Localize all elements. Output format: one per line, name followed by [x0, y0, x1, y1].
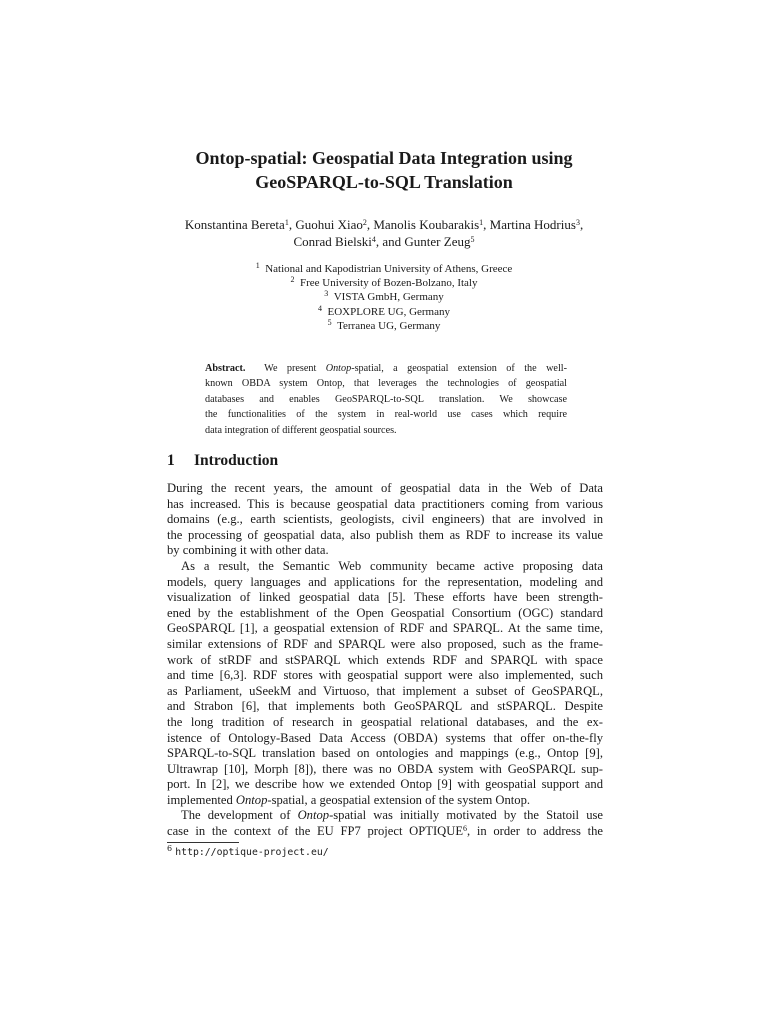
affiliation: [100, 319, 668, 333]
affiliation-list: [100, 262, 668, 333]
abstract-line: [205, 361, 567, 376]
abstract-emphasis: Ontop: [325, 363, 352, 374]
author-list: [100, 216, 668, 250]
body-line: the processing of geospatial data, also publish them as RDF to increase its value: [167, 527, 603, 542]
author-name: Gunter Zeug: [404, 234, 471, 249]
affiliation-text: EOXPLORE UG, Germany: [327, 305, 450, 318]
abstract-text: -spatial, a geospatial extension of the well-: [351, 363, 567, 374]
section-title: Introduction: [194, 452, 279, 469]
author-line: Conrad Bielski$^4$, and Gunter Zeug$^5$: [293, 234, 475, 249]
affiliation: [100, 290, 668, 304]
body-emphasis: Ontop: [235, 792, 268, 807]
author-name: Guohui Xiao: [295, 217, 363, 232]
body-line: SPARQL-to-SQL translation based on ontologies and mappings (e.g., Ontop [9],: [167, 746, 603, 761]
abstract-line: the functionalities of the system in real-world use cases which require: [205, 409, 567, 421]
affiliation-mark: 1: [479, 218, 484, 227]
footnote-mark: 6: [463, 824, 468, 834]
body-line: as Parliament, uSeekM and Virtuoso, that implement a subset of GeoSPARQL,: [167, 683, 603, 698]
author-name: Manolis Koubarakis: [373, 217, 480, 232]
body-line: [167, 824, 603, 840]
affiliation-text: Free University of Bozen-Bolzano, Italy: [300, 277, 478, 290]
body-line: the long tradition of research in geospatial relational databases, and the ex-: [167, 714, 603, 729]
body-line: ened by the establishment of the Open Geospatial Consortium (OGC) standard: [167, 605, 603, 620]
affiliation-mark: 1: [255, 261, 260, 270]
affiliation-mark: 5: [327, 317, 332, 327]
affiliation-text: National and Kapodistrian University of Athens, Greece: [265, 263, 513, 275]
footnote-rule: [167, 842, 239, 843]
footnote: [167, 846, 329, 859]
footnote-mark: 6: [167, 844, 173, 853]
body-line: models, query languages and applications for the representation, modeling and: [167, 574, 603, 589]
abstract: [205, 361, 567, 438]
affiliation-text: Terranea UG, Germany: [337, 319, 441, 332]
affiliation-mark: 3: [575, 218, 580, 227]
body-line: During the recent years, the amount of geospatial data in the Web of Data: [167, 481, 603, 495]
section-number: 1: [167, 452, 175, 469]
body-text-run: , in order to address the: [467, 824, 603, 839]
affiliation: [100, 262, 668, 276]
body-text-run: case in the context of the EU FP7 project OPTIQUE: [167, 824, 464, 839]
abstract-text: We present: [264, 363, 326, 374]
affiliation: [100, 305, 668, 319]
body-line: As a result, the Semantic Web community became active proposing data: [181, 558, 603, 573]
body-line: work of stRDF and stSPARQL which extends RDF and SPARQL with space: [167, 652, 603, 667]
body-line: GeoSPARQL [1], a geospatial extension of RDF and SPARQL. At the same time,: [167, 621, 603, 636]
body-line: domains (e.g., earth scientists, geologists, civil engineers) that are involved in: [167, 512, 603, 527]
affiliation-mark: 2: [290, 275, 295, 285]
body-line: by combining it with other data.: [167, 543, 329, 558]
author-line: Konstantina Bereta$^1$, Guohui Xiao$^2$, Manolis Koubarakis$^1$, Martina Hodrius$^3$,: [184, 217, 584, 232]
author-name: Martina Hodrius: [489, 217, 576, 232]
affiliation-mark: 1: [284, 218, 289, 227]
body-line: visualization of linked geospatial data [5]. These efforts have been strength-: [167, 590, 603, 605]
body-text-run: -spatial, a geospatial extension of the system Ontop.: [267, 792, 531, 807]
affiliation-mark: 4: [317, 303, 322, 313]
affiliation-mark: 3: [324, 289, 329, 299]
affiliation-mark: 5: [470, 235, 475, 244]
body-line: port. In [2], we describe how we extended Ontop [9] with geospatial support and: [167, 777, 603, 792]
paper-title: [100, 146, 668, 194]
abstract-line: known OBDA system Ontop, that leverages the technologies of geospatial: [205, 378, 567, 390]
affiliation-mark: 4: [371, 235, 376, 244]
body-line: and Strabon [6], that implements both GeoSPARQL and stSPARQL. Despite: [167, 699, 603, 714]
section-heading: [167, 451, 278, 471]
body-text-run: The development of: [181, 808, 298, 823]
author-conjunction: and: [382, 234, 402, 249]
body-text-run: implemented: [167, 792, 236, 807]
body-text-run: -spatial was initially motivated by the Statoil use: [329, 808, 603, 823]
affiliation: [100, 276, 668, 290]
body-line: and time [6,3]. RDF stores with geospatial support were also implemented, such: [167, 668, 603, 683]
footnote-url[interactable]: http://optique-project.eu/: [175, 847, 329, 858]
body-line: has increased. This is because geospatial data practitioners coming from various: [167, 496, 603, 511]
title-line: Ontop-spatial: Geospatial Data Integration using: [195, 148, 573, 168]
title-line: GeoSPARQL-to-SQL Translation: [255, 172, 513, 192]
affiliation-mark: 2: [362, 218, 367, 227]
body-line: istence of Ontology-Based Data Access (OBDA) systems that offer on-the-fly: [167, 730, 603, 745]
abstract-line: databases and enables GeoSPARQL-to-SQL translation. We showcase: [205, 393, 567, 405]
body-line: Ultrawrap [10], Morph [8]), there was no OBDA system with GeoSPARQL sup-: [167, 761, 603, 776]
body-emphasis: Ontop: [297, 808, 330, 823]
author-name: Conrad Bielski: [293, 234, 372, 249]
body-text: [167, 481, 603, 840]
body-line: [167, 793, 603, 809]
body-line: [167, 808, 603, 824]
abstract-line: data integration of different geospatial sources.: [205, 424, 397, 436]
abstract-label: Abstract.: [205, 363, 246, 374]
author-name: Konstantina Bereta: [184, 217, 285, 232]
affiliation-text: VISTA GmbH, Germany: [333, 291, 444, 304]
body-line: similar extensions of RDF and SPARQL were also proposed, such as the frame-: [167, 636, 603, 651]
